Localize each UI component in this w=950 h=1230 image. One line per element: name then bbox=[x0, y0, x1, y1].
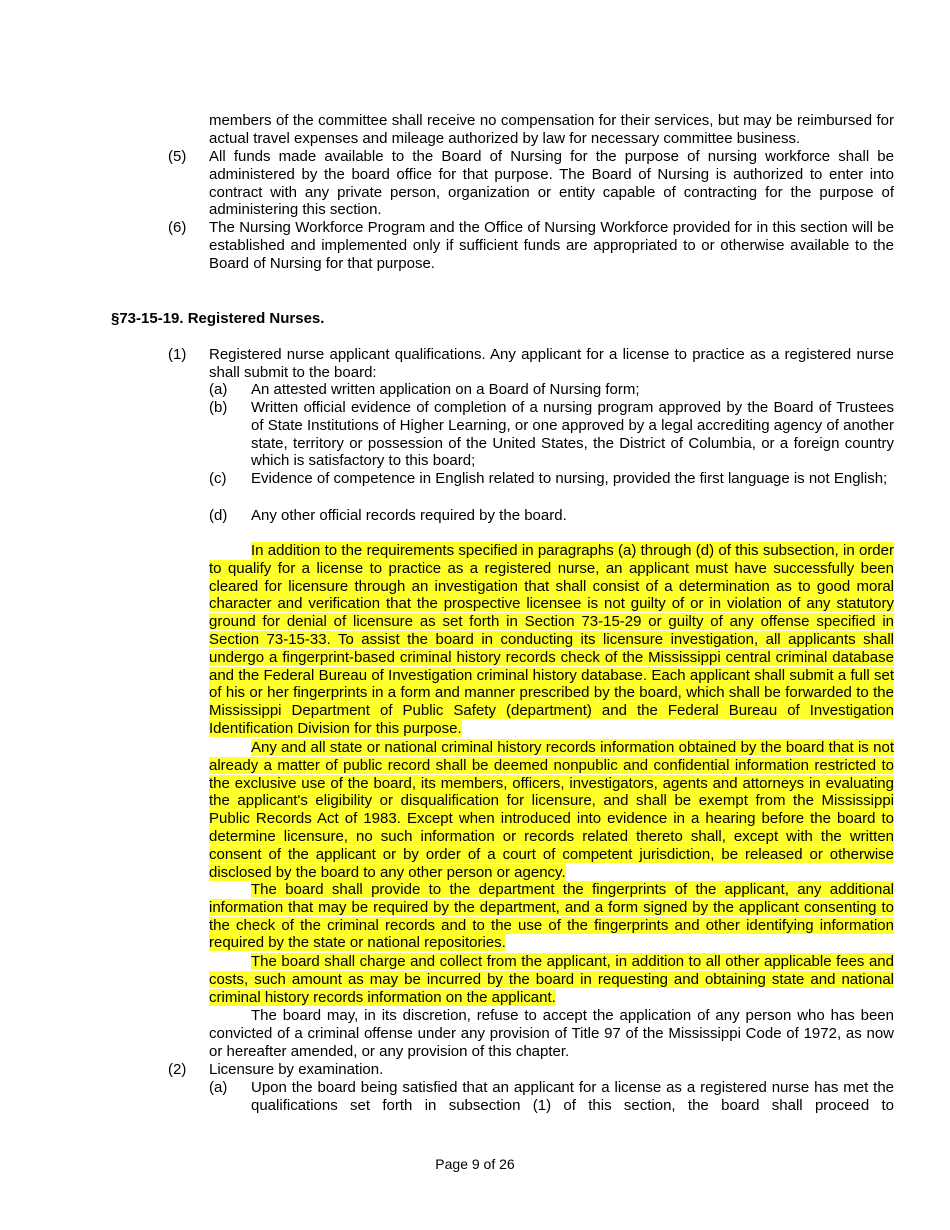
highlight-span: The board shall charge and collect from the applicant, in addition to all other applicable fees and costs, such amount as may be incurred by the board in requesting and obtaining state and national criminal history records information on the applicant. bbox=[209, 953, 894, 1006]
highlighted-paragraph-1 bbox=[209, 542, 894, 738]
subitem-c-text: Evidence of competence in English related to nursing, provided the first language is not English; bbox=[251, 470, 888, 487]
item-2-subitem-a-text: Upon the board being satisfied that an applicant for a license as a registered nurse has met the qualifications set forth in subsection (1) of this section, the board shall proceed to bbox=[251, 1079, 894, 1114]
item-5-text: All funds made available to the Board of Nursing for the purpose of nursing workforce shall be administered by the board office for that purpose. The Board of Nursing is authorized to enter into contract with any private person, organization or entity capable of contracting for the purpose of administering this section. bbox=[209, 148, 894, 219]
item-5-number: (5) bbox=[168, 148, 187, 165]
subitem-a-text: An attested written application on a Board of Nursing form; bbox=[251, 381, 640, 398]
subitem-d-letter: (d) bbox=[209, 507, 228, 524]
subitem-b-text: Written official evidence of completion of a nursing program approved by the Board of Trustees of State Institutions of Higher Learning, or one approved by a legal accrediting agency of another state, territory or possession of the United States, the District of Columbia, or a foreign country which is satisfactory to this board; bbox=[251, 399, 894, 470]
subitem-c-letter: (c) bbox=[209, 470, 227, 487]
highlighted-paragraph-3 bbox=[209, 881, 894, 952]
item-6-text: The Nursing Workforce Program and the Office of Nursing Workforce provided for in this section will be established and implemented only if sufficient funds are appropriated to or otherwise available to the Board of Nursing for that purpose. bbox=[209, 219, 894, 272]
item-1-number: (1) bbox=[168, 346, 187, 363]
subitem-b-letter: (b) bbox=[209, 399, 228, 416]
highlighted-paragraph-2 bbox=[209, 739, 894, 881]
page-footer: Page 9 of 26 bbox=[435, 1156, 515, 1172]
subitem-d-text: Any other official records required by the board. bbox=[251, 507, 567, 524]
highlight-span: Any and all state or national criminal history records information obtained by the board that is not already a matter of public record shall be deemed nonpublic and confidential information restricted to the exclusive use of the board, its members, officers, investigators, agents and attorneys in evaluating the applicant's eligibility or disqualification for licensure, and shall be exempt from the Mississippi Public Records Act of 1983. Except when introduced into evidence in a hearing before the board to determine licensure, no such information or records related thereto shall, except with the written consent of the applicant or by order of a court of competent jurisdiction, be released or otherwise disclosed by the board to any other person or agency. bbox=[209, 739, 894, 881]
subitem-a-letter: (a) bbox=[209, 381, 228, 398]
item-1-text: Registered nurse applicant qualifications. Any applicant for a license to practice as a registered nurse shall submit to the board: bbox=[209, 346, 894, 381]
highlighted-paragraph-4 bbox=[209, 953, 894, 1006]
highlight-span: The board shall provide to the department the fingerprints of the applicant, any additional information that may be required by the department, and a form signed by the applicant consenting to the check of the criminal records and to the use of the fingerprints and other identifying information required by the state or national repositories. bbox=[209, 881, 894, 952]
highlight-span: In addition to the requirements specified in paragraphs (a) through (d) of this subsection, in order to qualify for a license to practice as a registered nurse, an applicant must have successfully been cleared for licensure through an investigation that shall consist of a determination as to good moral character and verification that the prospective licensee is not guilty of or in violation of any statutory ground for denial of licensure as set forth in Section 73-15-29 or guilty of any offense specified in Section 73-15-33. To assist the board in conducting its licensure investigation, all applicants shall undergo a fingerprint-based criminal history records check of the Mississippi central criminal database and the Federal Bureau of Investigation criminal history database. Each applicant shall submit a full set of his or her fingerprints in a form and manner prescribed by the board, which shall be forwarded to the Mississippi Department of Public Safety (department) and the Federal Bureau of Investigation Identification Division for this purpose. bbox=[209, 542, 894, 737]
item-6-number: (6) bbox=[168, 219, 187, 236]
section-heading: §73-15-19. Registered Nurses. bbox=[111, 310, 325, 327]
plain-paragraph: The board may, in its discretion, refuse to accept the application of any person who has been convicted of a criminal offense under any provision of Title 97 of the Mississippi Code of 1972, as now or hereafter amended, or any provision of this chapter. bbox=[209, 1007, 894, 1060]
intro-paragraph: members of the committee shall receive no compensation for their services, but may be reimbursed for actual travel expenses and mileage authorized by law for necessary committee business. bbox=[209, 112, 894, 147]
item-2-subitem-a-letter: (a) bbox=[209, 1079, 228, 1096]
item-2-number: (2) bbox=[168, 1061, 187, 1078]
item-2-text: Licensure by examination. bbox=[209, 1061, 384, 1078]
